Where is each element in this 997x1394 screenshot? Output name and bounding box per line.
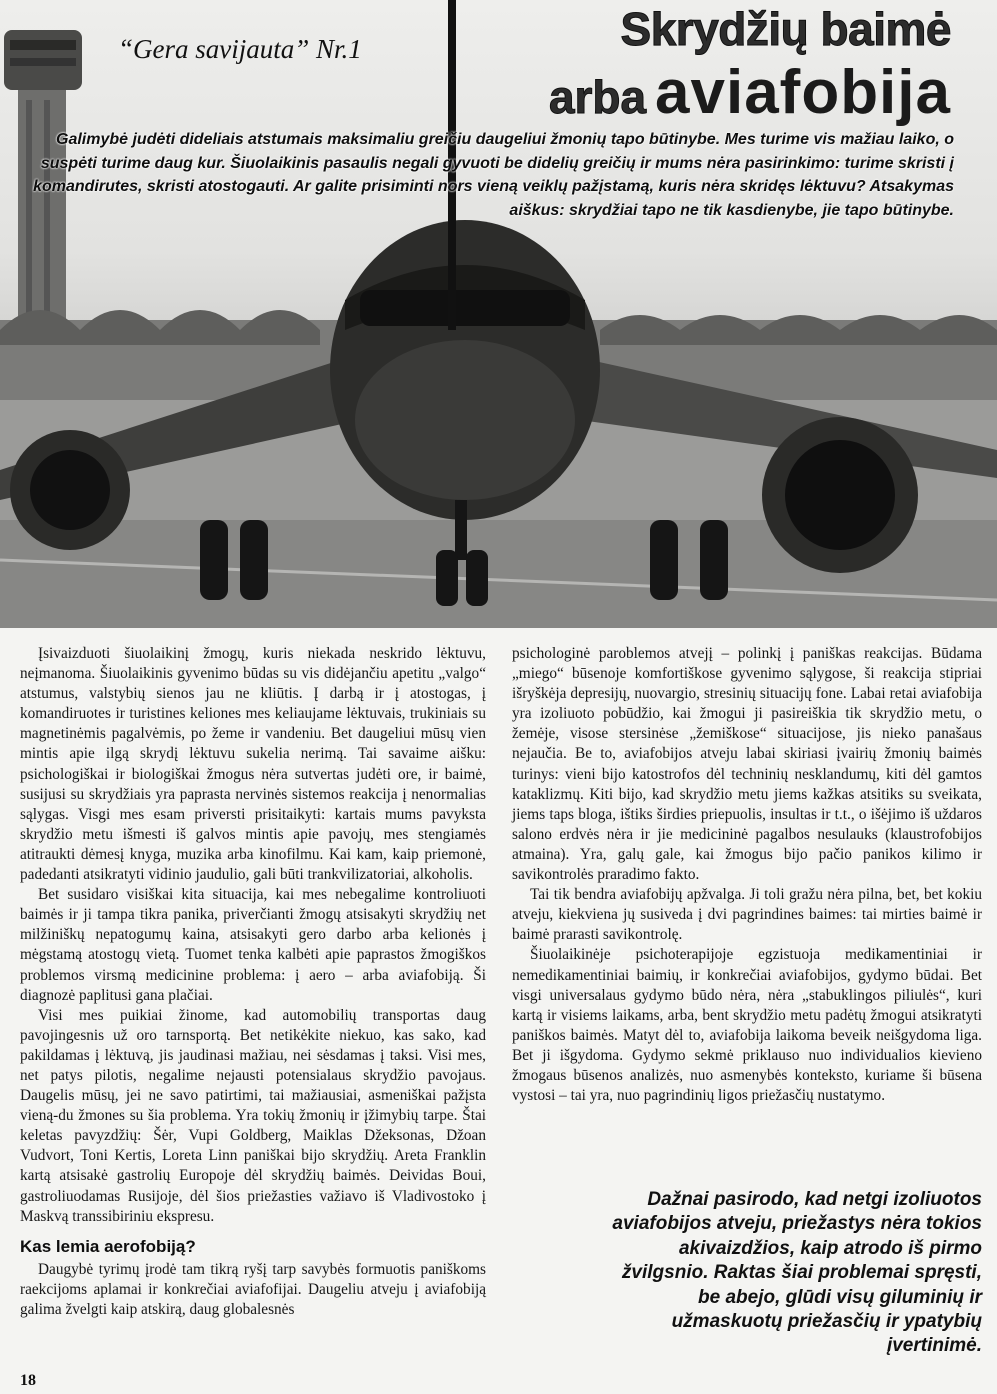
body-paragraph-continued: psichologinė paroblemos atvejį – polinkį į paniškas reakcijas. Būdama „miego“ būsenoje komfortiškose gyvenimo sąlygose, ši reakcija stipriai išryškėja depresijų, nuovargio, stresinių situacijų fone. Labai retai aviafobija yra izoliuoto pobūdžio, kai žmogui ji pasireiškia tik skrydžio metu, o žemėje, visose stersinėse „žemiškose“ situacijose, jis nieko panašaus nejaučia. Be to, aviafobijos atveju labai skiriasi įvairių žmonių baimės turinys: vieni bijo katostrofos dėl techninių nesklandumų, kiti dėl gamtos kataklizmų. Kiti bijo, kad skrydžio metu jiems kažkas atsitiks su sveikata, jiems taps bloga, ištiks širdies priepuolis, insultas ir t.t., o išėjimo iš uždaros salono erdvės nėra ir jie medicininė pagalbos nesulauks (klaustrofobijos atmaina). Yra, galų gale, kai žmogus bijo pačio panikos kilimo ir savikontrolės praradimo fakto. bbox=[512, 645, 982, 884]
body-paragraph: Šiuolaikinėje psichoterapijoje egzistuoja medikamentiniai ir nemedikamentiniai baimių, ir konkrečiai aviafobijos, gydymo būdai. Bet visgi universalaus gydymo būdo nėra, nėra „stabuklingos piliulės“, kuri kartą ir visiems laikams, arba, bent skrydžio metu padėtų žmogui atsikratyti paniškos baimės. Matyt dėl to, aviafobija laikoma beveik neišgydoma liga. Bet ji išgydoma. Gydymo sekmė priklauso nuo individualios kievieno žmogaus būsenos analizės, nuo asmenybės konteksto, kuriame ši būsena vystosi – tai yra, nuo pagrindinių ligos priežasčių nustatymo. bbox=[512, 946, 982, 1105]
body-paragraph: Tai tik bendra aviafobijų apžvalga. Ji toli gražu nėra pilna, bet, bet kokiu atveju, kiekviena jų susiveda į dvi pagrindines baimes: tai mirties baimė ir baimė prarasti savikontrolę. bbox=[512, 886, 982, 944]
hero-photo bbox=[0, 0, 997, 628]
body-paragraph: Daugybė tyrimų įrodė tam tikrą ryšį tarp savybės formuotis paniškoms raekcijoms aplamai ir konkrečiai aviafofijai. Daugeliu atveju į aviafobiją galima žvelgti kaip atskirą, daug globalesnės bbox=[20, 1260, 486, 1318]
title-prefix: arba bbox=[548, 71, 647, 123]
left-column bbox=[20, 644, 486, 1320]
series-label: “Gera savijauta” Nr.1 bbox=[118, 34, 362, 64]
lead-paragraph: Galimybė judėti dideliais atstumais maksimaliu greičiu daugeliui žmonių tapo būtinybe. Mes turime vis mažiau laiko, o suspėti turime daug kur. Šiuolaikinis pasaulis negali gyvuoti be didelių greičių ir mums nėra pasirinkimo: turime skristi į komandirutes, skristi atostogauti. Ar galite prisiminti nors vieną veiklų pažįstamą, kuris nėra skridęs lėktuvu? Atsakymas aiškus: skrydžiai tapo ne tik kasdienybe, jie tapo būtinybe. bbox=[33, 131, 954, 219]
title-line-1: Skrydžių baimė bbox=[620, 3, 951, 55]
page-number: 18 bbox=[20, 1372, 36, 1389]
body-paragraph: Įsivaizduoti šiuolaikinį žmogų, kuris niekada neskrido lėktuvu, neįmanoma. Šiuolaikinis gyvenimo būdas su vis didėjančiu apetitu „valgo“ atstumus, valstybių sienos jau ne kliūtis. Į darbą ir į atostogas, į komandiruotes ir turistines keliones mes keliaujame lėktuvais, trukiniais su magnetinėmis pagalvėmis, po žeme ir vandeniu. Bet daugeliui mūsų vien mintis apie ilgą skrydį lėktuvu sukelia nerimą. Tai savaime aišku: psichologiškai ir biologiškai žmogus nėra sutvertas judėti ore, ir baimė, susijusi su skrydžiais yra paprasta nervinės sistemos reakcija į nenormalias sąlygas. Visgi mes esam priversti prisitaikyti: kartais mums pavyksta skrydžio metu išmesti iš galvos mintis apie pavojų, mes stengiamės atitraukti dėmesį knyga, muzika arba kinofilmu. Kai kam, kaip priemonė, padedanti atsikratyti vidinio jaudulio, gali būti trankvilizatoriai, alkoholis. bbox=[20, 645, 486, 884]
body-paragraph: Visi mes puikiai žinome, kad automobilių transportas daug pavojingesnis už oro tarnsportą. Bet netikėkite niekuo, kas sako, kad pakildamas į lėktuvą, jis jaudinasi mažiau, nei sėsdamas į taksi. Visi mes, net patys pilotis, negalime nejausti potensialaus skrydžio pavojaus. Daugelis mūsų, jei ne savo patirtimi, tai mažiausiai, asmeniškai pažįsta vieną-du žmones su šia problema. Yra tokių žmonių ir įžimybių tarpe. Štai keletas pavyzdžių: Šėr, Vupi Goldberg, Maiklas Džeksonas, Džoan Vudvort, Toni Kertis, Loreta Linn paniškai bijo skrydžių. Areta Franklin kartą atsisakė gastrolių Europoje dėl skrydžių baimės. Deividas Boui, gastroliuodamas Rusijoje, dėl šios priežasties važiavo iš Vladivostoko į Maskvą transsibiriniu ekspresu. bbox=[20, 1006, 486, 1225]
pull-quote: Dažnai pasirodo, kad netgi izoliuotos aviafobijos atveju, priežastys nėra tokios akivaizdžios, kaip atrodo iš pirmo žvilgsnio. Raktas šiai problemai spręsti, be abejo, glūdi visų giluminių ir užmaskuotų priežasčių ir ypatybių įvertinimė. bbox=[612, 1189, 982, 1357]
right-column bbox=[512, 644, 982, 1106]
body-paragraph: Bet susidaro visiškai kita situacija, kai mes nebegalime kontroliuoti baimės ir ji tampa tikra panika, priverčianti žmogų atsisakyti skrydžių net milžiniškų nepatogumų kaina, atsisakyti gero darbo arba kelionės į mėgstamą atostogų vietą. Tuomet tenka kalbėti apie paprastos žmogiškos problemos virsmą medicinine problema: į aero – arba aviafobiją. Ši diagnozė paplitusi gana plačiai. bbox=[20, 886, 486, 1004]
title-main-word: aviafobija bbox=[655, 58, 951, 127]
title-line-2 bbox=[548, 58, 951, 127]
section-subheading: Kas lemia aerofobiją? bbox=[20, 1236, 196, 1256]
